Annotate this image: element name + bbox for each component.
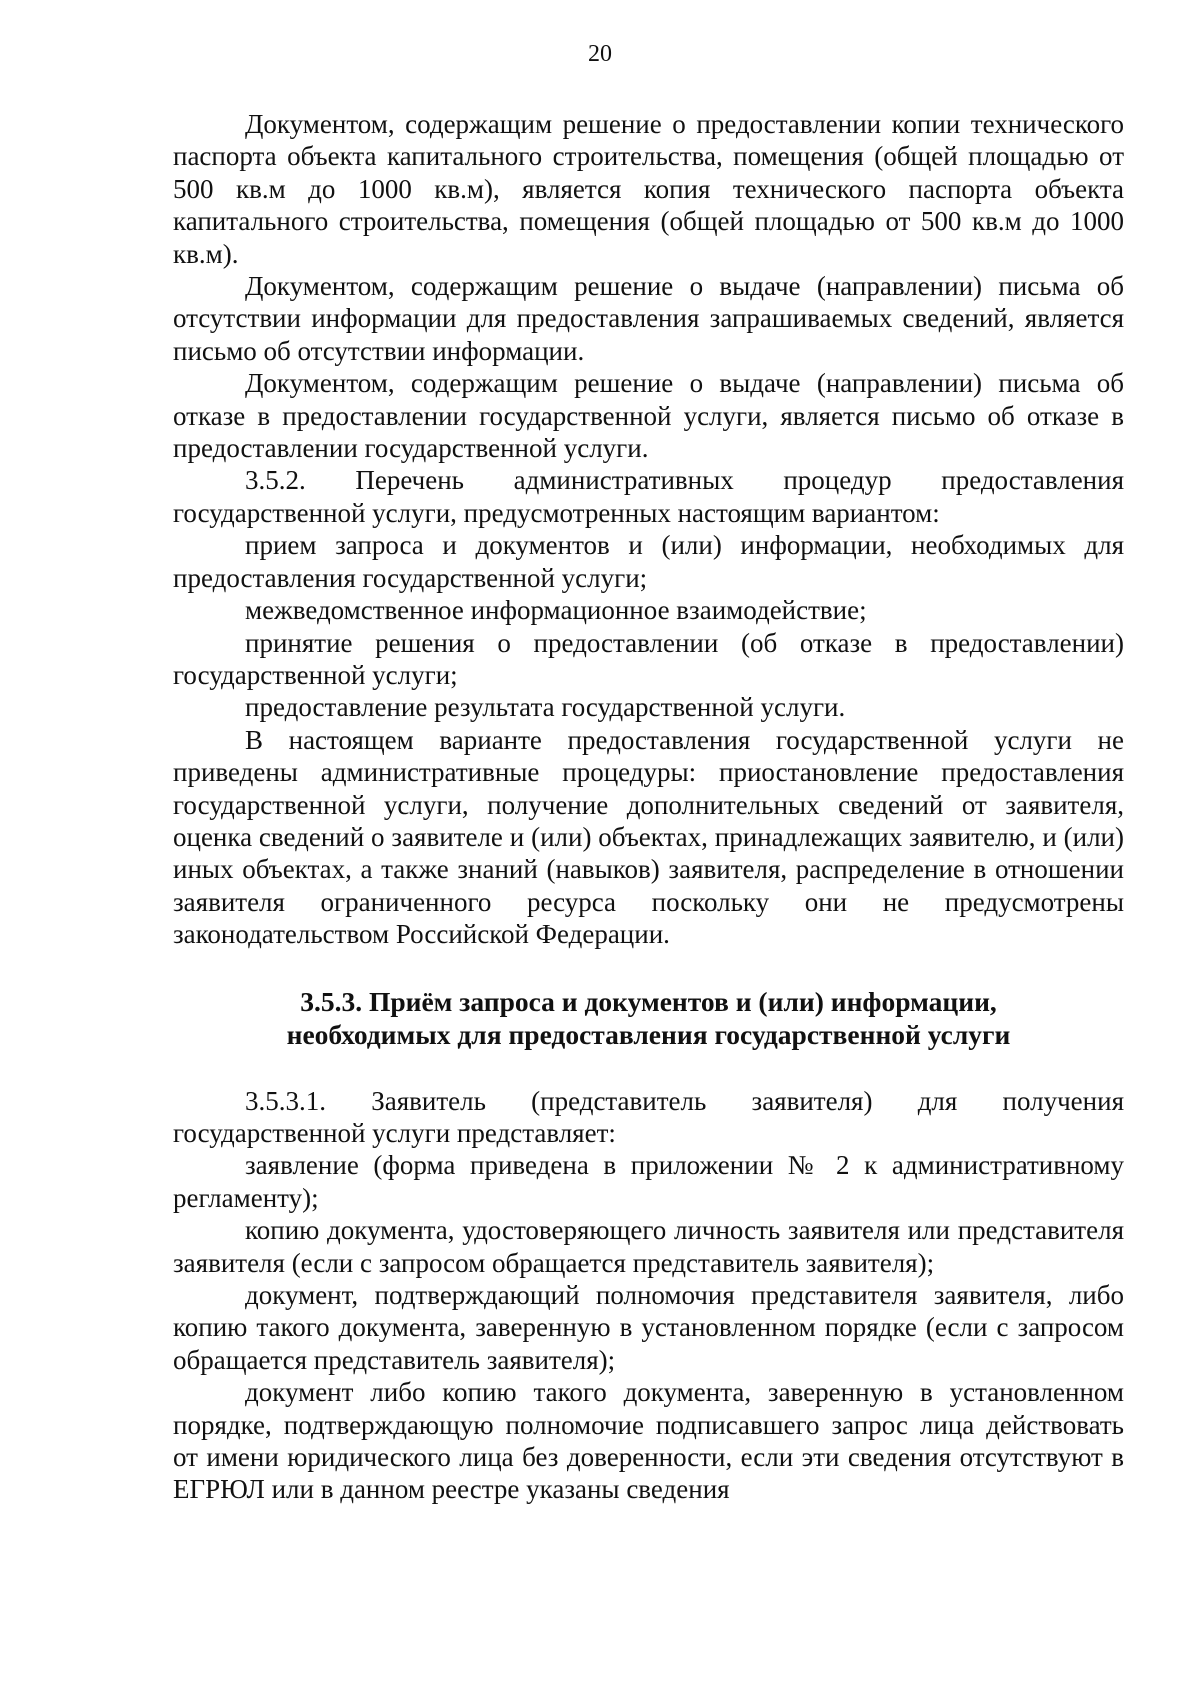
paragraph-excluded-procedures: В настоящем варианте предоставления государственной услуги не приведены административные процедуры: приостановление предоставления государственной услуги, получение дополнительных сведений от заявителя, оценка сведений о заявителе и (или) объектах, принадлежащих заявителю, и (или) иных объектах, а также знаний (навыков) заявителя, распределение в отношении заявителя ограниченного ресурса поскольку они не предусмотрены законодательством Российской Федерации. xyxy=(173,724,1124,950)
list-item-decision-making: принятие решения о предоставлении (об отказе в предоставлении) государственной услуги; xyxy=(173,627,1124,690)
paragraph-result-letter-refusal: Документом, содержащим решение о выдаче (направлении) письма об отказе в предоставлении государственной услуги, является письмо об отказе в предоставлении государственной услуги. xyxy=(173,368,1124,464)
paragraph-applicant-submits: 3.5.3.1. Заявитель (представитель заявителя) для получения государственной услуги представляет: xyxy=(173,1085,1124,1148)
section-heading-line-1: 3.5.3. Приём запроса и документов и (или) информации, xyxy=(300,985,997,1017)
list-item-application-form: заявление (форма приведена в приложении № 2 к административному регламенту); xyxy=(173,1150,1124,1213)
section-heading-line-2: необходимых для предоставления государственной услуги xyxy=(286,1018,1011,1050)
paragraph-procedures-list-intro: 3.5.2. Перечень административных процедур предоставления государственной услуги, предусмотренных настоящим вариантом: xyxy=(173,465,1124,528)
paragraph-result-document-copy: Документом, содержащим решение о предоставлении копии технического паспорта объекта капитального строительства, помещения (общей площадью от 500 кв.м до 1000 кв.м), является копия технического паспорта объекта капитального строительства, помещения (общей площадью от 500 кв.м до 1000 кв.м). xyxy=(173,109,1124,269)
list-item-identity-document: копию документа, удостоверяющего личность заявителя или представителя заявителя (если с запросом обращается представитель заявителя); xyxy=(173,1215,1124,1278)
page-number: 20 xyxy=(588,41,612,67)
list-item-signatory-authority: документ либо копию такого документа, заверенную в установленном порядке, подтверждающую полномочие подписавшего запрос лица действовать от имени юридического лица без доверенности, если эти сведения отсутствуют в ЕГРЮЛ или в данном реестре указаны сведения xyxy=(173,1377,1124,1505)
section-heading xyxy=(173,985,1124,1051)
list-item-request-reception: прием запроса и документов и (или) информации, необходимых для предоставления государственной услуги; xyxy=(173,530,1124,593)
document-body xyxy=(173,108,1124,1506)
paragraph-result-letter-no-info: Документом, содержащим решение о выдаче (направлении) письма об отсутствии информации для предоставления запрашиваемых сведений, является письмо об отсутствии информации. xyxy=(173,271,1124,366)
list-item-representative-authority: документ, подтверждающий полномочия представителя заявителя, либо копию такого документа, заверенную в установленном порядке (если с запросом обращается представитель заявителя); xyxy=(173,1280,1124,1375)
list-item-interagency-interaction: межведомственное информационное взаимодействие; xyxy=(245,595,867,626)
list-item-result-delivery: предоставление результата государственной услуги. xyxy=(245,692,846,723)
